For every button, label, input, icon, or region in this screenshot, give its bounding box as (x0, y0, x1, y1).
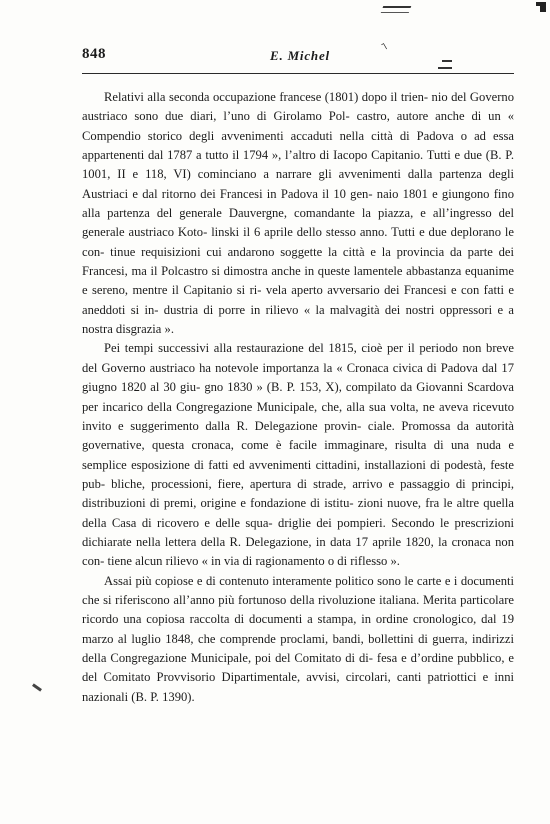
ink-mark: ˥ (379, 41, 390, 54)
page-number: 848 (82, 46, 106, 62)
running-head: E. Michel (270, 48, 330, 63)
paragraph: Assai più copiose e di contenuto interamente politico sono le carte e i documenti che si riferiscono all’anno più fortunoso della rivoluzione italiana. Merita particolare ricordo una copiosa raccolta di documenti a stampa, in ordine cronologico, dal 19 marzo al luglio 1848, che comprende proclami, bandi, bollettini di guerra, indirizzi della Congregazione Municipale, poi del Comitato di di- fesa e d’ordine pubblico, e del Comitato Provvisorio Dipartimentale, avvisi, circolari, canti patriottici e inni nazionali (B. P. 1390). (82, 573, 514, 704)
ink-mark (381, 6, 412, 13)
margin-mark (32, 683, 42, 691)
corner-mark (536, 2, 546, 12)
paragraph: Relativi alla seconda occupazione francese (1801) dopo il trien- nio del Governo austriaco sono due diari, l’uno di Girolamo Pol- castro, autore anche di un « Compendio storico degli avvenimenti accaduti nella città di Padova o ad essa appartenenti dal 1787 a tutto il 1794 », l’altro di Iacopo Capitanio. Tutti e due (B. P. 1001, II e 118, VI) cominciano a narrare gli avvenimenti dalla partenza degli Austriaci e dal ritorno dei Francesi in Padova il 10 gen- naio 1801 e giungono fino alla partenza del generale Dauvergne, comandante la piazza, e all’ingresso del generale austriaco Koto- linski il 6 aprile dello stesso anno. Tutti e due deplorano le con- tinue requisizioni cui andarono soggette la città e la provincia da parte dei Francesi, ma il Polcastro si dimostra anche in queste lamentele abbastanza equanime e sereno, mentre il Capitanio si ri- vela aperto avversario dei Francesi e con fatti e aneddoti si in- dustria di porre in rilievo « la malvagità dei nostri oppressori e a nostra disgrazia ». (82, 90, 514, 337)
header-rule (82, 73, 514, 74)
ink-mark (438, 60, 452, 74)
paragraph: Pei tempi successivi alla restaurazione del 1815, cioè per il periodo non breve del Governo austriaco ha notevole importanza la « Cronaca civica di Padova dal 17 giugno 1820 al 30 giu- gno 1830 » (B. P. 153, X), compilato da Giovanni Scardova per incarico della Congregazione Municipale, che, alla sua volta, ne aveva ricevuto invito e suggerimento dalla R. Delegazione provin- ciale. Promossa da autorità governative, questa cronaca, come è facile immaginare, risulta di una nuda e semplice esposizione di fatti ed avvenimenti cittadini, installazioni di podestà, feste pub- bliche, processioni, fiere, apertura di strade, arrivo e passaggio di principi, distribuzioni di premi, origine e fondazione di istitu- zioni nuove, fra le altre quella della Casa di ricovero e delle squa- driglie dei pompieri. Secondo le prescrizioni dichiarate nella lettera della R. Delegazione, in data 17 aprile 1820, la cronaca non con- tiene alcun rilievo « in via di ragionamento o di riflesso ». (82, 341, 514, 569)
body-text (82, 88, 514, 707)
